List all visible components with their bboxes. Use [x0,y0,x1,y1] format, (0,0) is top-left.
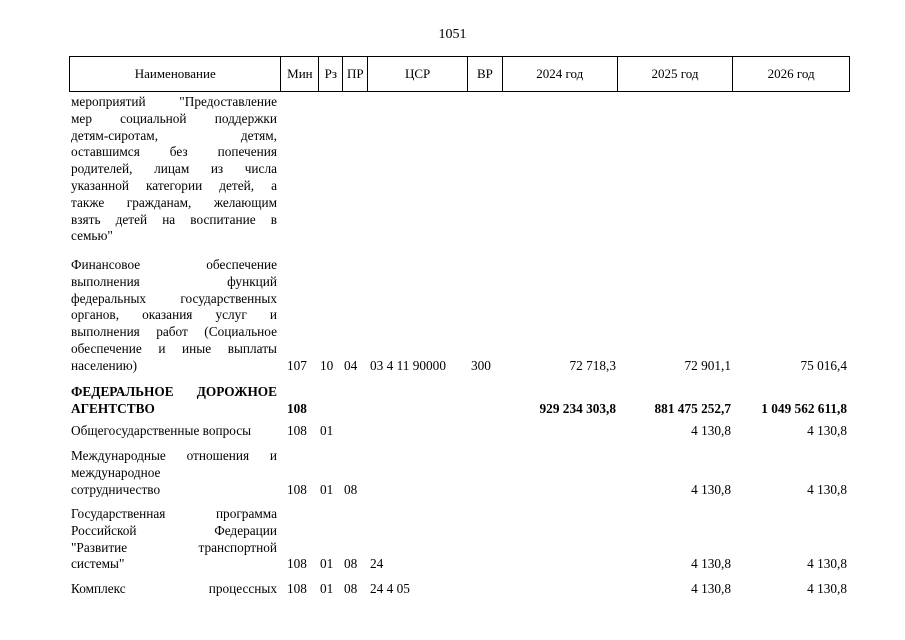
header-vr: ВР [468,57,503,91]
row-name-line: детям-сиротам, детям, [71,127,277,143]
row-name-line: Общегосударственные вопросы [71,423,252,438]
cell-y2026: 4 130,8 [807,481,847,497]
cell-y2025: 4 130,8 [691,423,731,438]
row-name-line: оставшимся без попечения [71,144,277,160]
cell-y2025: 4 130,8 [691,581,731,596]
row-name-line: "Развитие транспортной [71,539,277,555]
row-name-line: Комплекс процессных [71,581,277,596]
header-pr: ПР [343,57,368,91]
header-2025: 2025 год [618,57,734,91]
cell-y2025: 72 901,1 [684,357,731,373]
cell-rz: 01 [320,581,334,596]
cell-min: 108 [287,581,307,596]
row-name [71,448,277,498]
cell-min: 108 [287,423,307,438]
cell-min: 107 [287,357,307,373]
row-name-line: выполнения работ (Социальное [71,324,277,340]
cell-pr: 08 [344,481,358,497]
cell-rz: 01 [320,481,334,497]
table-header [69,56,850,92]
row-name-line: сотрудничество [71,481,161,497]
header-rz: Рз [319,57,343,91]
row-name-line: системы" [71,556,125,572]
cell-rz: 01 [320,556,334,572]
row-name-line: ФЕДЕРАЛЬНОЕ ДОРОЖНОЕ [71,384,277,399]
cell-y2025: 4 130,8 [691,481,731,497]
cell-min: 108 [287,481,307,497]
cell-csr: 24 4 05 [370,581,410,596]
row-name-line: указанной категории детей, а [71,177,277,193]
row-name-line: взять детей на воспитание в [71,211,277,227]
row-name-line: федеральных государственных [71,290,277,306]
cell-y2024: 72 718,3 [569,357,616,373]
cell-min: 108 [287,400,307,416]
header-2026: 2026 год [767,66,815,81]
cell-pr: 08 [344,581,358,596]
row-name-line: выполнения функций [71,273,277,289]
row-name-line: родителей, лицам из числа [71,161,277,177]
row-name-line: органов, оказания услуг и [71,307,277,323]
row-name-line: АГЕНТСТВО [71,400,155,416]
cell-vr: 300 [471,357,491,373]
cell-y2026: 1 049 562 611,8 [761,400,847,416]
row-name [71,581,277,598]
row-name [71,506,277,573]
row-name-line: Российской Федерации [71,522,277,538]
header-name: Наименование [70,57,281,91]
row-name-line: международное [71,464,161,480]
row-name [71,423,277,440]
cell-y2026: 75 016,4 [800,357,847,373]
cell-pr: 04 [344,357,358,373]
cell-y2025: 4 130,8 [691,556,731,572]
row-name-line: Международные отношения и [71,448,277,463]
row-name [71,384,277,418]
cell-y2026: 4 130,8 [807,423,847,438]
row-name-line: Государственная программа [71,506,277,521]
cell-csr: 03 4 11 90000 [370,357,446,373]
row-name-line: мероприятий "Предоставление [71,94,277,109]
cell-min: 108 [287,556,307,572]
row-name-line: мер социальной поддержки [71,110,277,126]
cell-y2025: 881 475 252,7 [654,400,731,416]
cell-rz: 10 [320,357,334,373]
cell-y2026: 4 130,8 [807,556,847,572]
page-number: 1051 [438,27,467,42]
row-name-line: Финансовое обеспечение [71,257,277,272]
header-min: Мин [281,57,319,91]
header-2024: 2024 год [503,57,618,91]
row-name-line: населению) [71,357,138,373]
cell-y2024: 929 234 303,8 [539,400,616,416]
cell-pr: 08 [344,556,358,572]
row-name [71,94,277,245]
cell-rz: 01 [320,423,334,438]
cell-y2026: 4 130,8 [807,581,847,596]
row-name-line: также гражданам, желающим [71,194,277,210]
cell-csr: 24 [370,556,384,572]
header-csr: ЦСР [368,57,468,91]
row-name [71,257,277,375]
row-name-line: семью" [71,228,113,244]
row-name-line: обеспечение и иные выплаты [71,340,277,356]
